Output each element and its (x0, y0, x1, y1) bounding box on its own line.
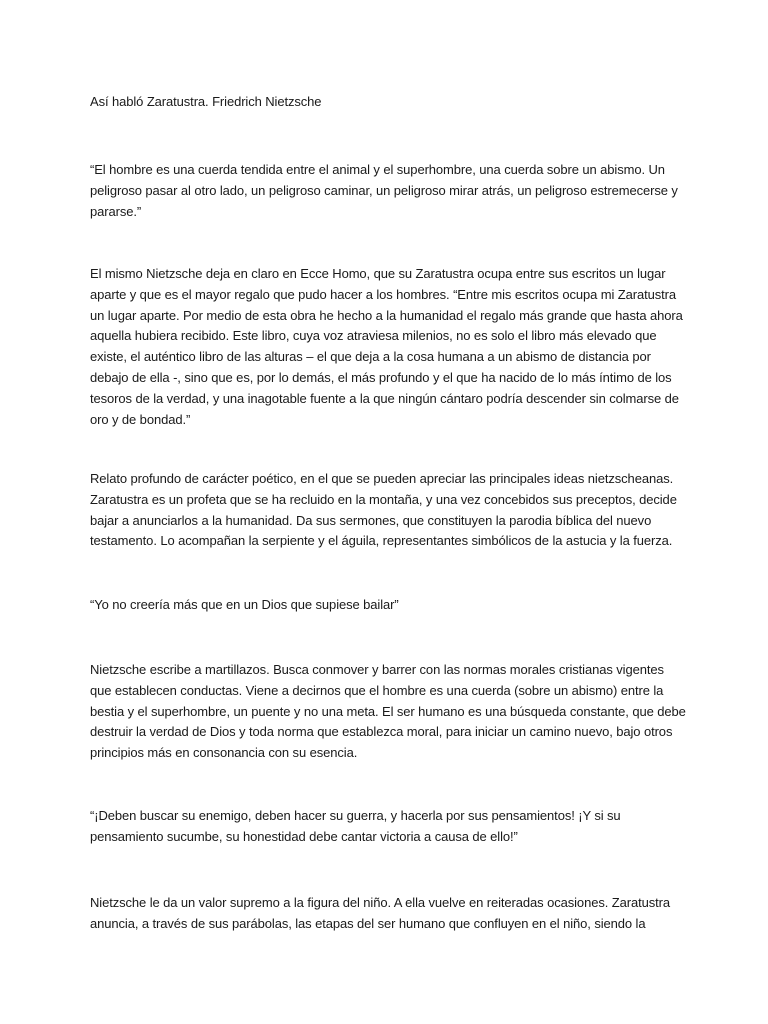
paragraph-relato: Relato profundo de carácter poético, en el que se pueden apreciar las principales ideas nietzscheanas. Zaratustra es un profeta que se ha recluido en la montaña, y una vez concebidos sus preceptos, decide bajar a anunciarlos a la humanidad. Da sus sermones, que constituyen la parodia bíblica del nuevo testamento. Lo acompañan la serpiente y el águila, representantes simbólicos de la astucia y la fuerza. (90, 471, 677, 549)
paragraph-nino: Nietzsche le da un valor supremo a la figura del niño. A ella vuelve en reiteradas ocasiones. Zaratustra anuncia, a través de sus parábolas, las etapas del ser humano que confluyen en el niño, siendo la (90, 895, 670, 931)
document-title: Así habló Zaratustra. Friedrich Nietzsche (90, 94, 322, 109)
paragraph-quote-enemigo: “¡Deben buscar su enemigo, deben hacer su guerra, y hacerla por sus pensamientos! ¡Y si su pensamiento sucumbe, su honestidad debe cantar victoria a causa de ello!” (90, 808, 621, 844)
paragraph-quote-cuerda: “El hombre es una cuerda tendida entre el animal y el superhombre, una cuerda sobre un abismo. Un peligroso pasar al otro lado, un peligroso caminar, un peligroso mirar atrás, un peligroso estremecerse y pararse.” (90, 162, 678, 219)
paragraph-quote-dios-bailar: “Yo no creería más que en un Dios que supiese bailar” (90, 597, 399, 612)
paragraph-martillazos: Nietzsche escribe a martillazos. Busca conmover y barrer con las normas morales cristianas vigentes que establecen conductas. Viene a decirnos que el hombre es una cuerda (sobre un abismo) entre la bestia y el superhombre, un puente y no una meta. El ser humano es una búsqueda constante, que debe destruir la verdad de Dios y toda norma que establezca moral, para iniciar un camino nuevo, bajo otros principios más en consonancia con su esencia. (90, 662, 686, 761)
paragraph-ecce-homo: El mismo Nietzsche deja en claro en Ecce Homo, que su Zaratustra ocupa entre sus escritos un lugar aparte y que es el mayor regalo que pudo hacer a los hombres. “Entre mis escritos ocupa mi Zaratustra un lugar aparte. Por medio de esta obra he hecho a la humanidad el regalo más grande que hasta ahora aquella hubiera recibido. Este libro, cuya voz atraviesa milenios, no es solo el libro más elevado que existe, el auténtico libro de las alturas – el que deja a la cosa humana a un abismo de distancia por debajo de ella -, sino que es, por lo demás, el más profundo y el que ha nacido de lo más íntimo de los tesoros de la verdad, y una inagotable fuente a la que ningún cántaro podría descender sin colmarse de oro y de bondad.” (90, 266, 683, 427)
